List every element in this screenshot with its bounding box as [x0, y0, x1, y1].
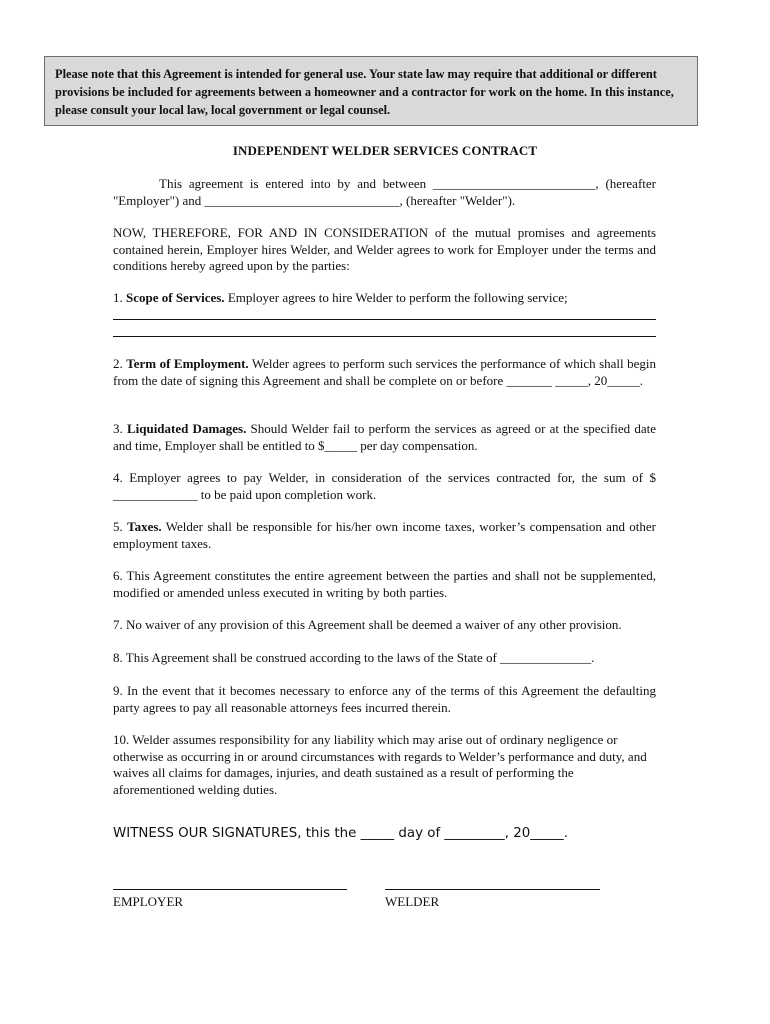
intro-text-b: , (hereafter "Employer") and — [113, 176, 656, 208]
clause-5 — [113, 519, 656, 552]
clause-3-number: 3. — [113, 421, 127, 436]
intro-text-a: This agreement is entered into by and between — [159, 176, 433, 191]
welder-signature-line — [385, 889, 600, 890]
clause-6: 6. This Agreement constitutes the entire agreement between the parties and shall not be supplemented, modified or amended unless executed in writing by both parties. — [113, 568, 656, 600]
clause-5-heading: Taxes. — [127, 519, 162, 534]
service-blank-line-1 — [113, 319, 656, 320]
clause-7: 7. No waiver of any provision of this Agreement shall be deemed a waiver of any other provision. — [113, 617, 622, 632]
clause-3-heading: Liquidated Damages. — [126, 421, 247, 436]
clause-1 — [113, 290, 656, 307]
employer-label: EMPLOYER — [113, 894, 184, 909]
contract-title: INDEPENDENT WELDER SERVICES CONTRACT — [232, 143, 538, 158]
clause-4: 4. Employer agrees to pay Welder, in consideration of the services contracted for, the sum of $ _____________ to be paid upon completion work. — [113, 470, 656, 502]
welder-label: WELDER — [385, 894, 440, 909]
clause-8: 8. This Agreement shall be construed according to the laws of the State of ______________. — [113, 650, 595, 665]
clause-2 — [113, 356, 656, 389]
disclaimer-notice — [44, 56, 698, 126]
clause-1-number: 1. — [113, 290, 126, 305]
clause-3 — [113, 421, 656, 454]
welder-name-blank: ______________________________, — [204, 192, 403, 208]
clause-10: 10. Welder assumes responsibility for any liability which may arise out of ordinary negligence or otherwise as occurring in or around circumstances with regards to Welder’s performance and duty, and waives all claims for damages, injuries, and death sustained as a result of performing the aforementioned welding duties. — [113, 732, 647, 797]
clause-5-number: 5. — [113, 519, 128, 534]
employer-signature-line — [113, 889, 347, 890]
clause-2-heading: Term of Employment. — [126, 356, 249, 371]
witness-line: WITNESS OUR SIGNATURES, this the _____ day of _________, 20_____. — [113, 826, 568, 841]
service-blank-line-2 — [113, 336, 656, 337]
consideration-paragraph: NOW, THEREFORE, FOR AND IN CONSIDERATION of the mutual promises and agreements contained herein, Employer hires Welder, and Welder agrees to work for Employer under the terms and conditions hereby agreed upon by the parties: — [113, 225, 656, 273]
clause-1-heading: Scope of Services. — [126, 290, 225, 305]
clause-5-text: Welder shall be responsible for his/her own income taxes, worker’s compensation and other employment taxes. — [113, 519, 657, 551]
employer-name-blank: _________________________ — [432, 176, 596, 191]
disclaimer-text: Please note that this Agreement is intended for general use. Your state law may require that additional or different provisions be included for agreements between a homeowner and a contractor for work on the home. In this instance, please consult your local law, local government or legal counsel. — [55, 67, 674, 117]
clause-3-text: Should Welder fail to perform the services as agreed or at the specified date and time, Employer shall be entitled to $_____ per day compensation. — [113, 421, 657, 453]
clause-2-number: 2. — [113, 356, 127, 371]
intro-text-c: (hereafter "Welder"). — [402, 192, 516, 208]
clause-9: 9. In the event that it becomes necessary to enforce any of the terms of this Agreement the defaulting party agrees to pay all reasonable attorneys fees incurred therein. — [113, 683, 656, 715]
intro-paragraph — [113, 176, 656, 209]
clause-1-text: Employer agrees to hire Welder to perform the following service; — [224, 290, 568, 305]
clause-2-text: Welder agrees to perform such services the performance of which shall begin from the date of signing this Agreement and shall be complete on or before _______ _____, 20_____. — [113, 356, 657, 388]
